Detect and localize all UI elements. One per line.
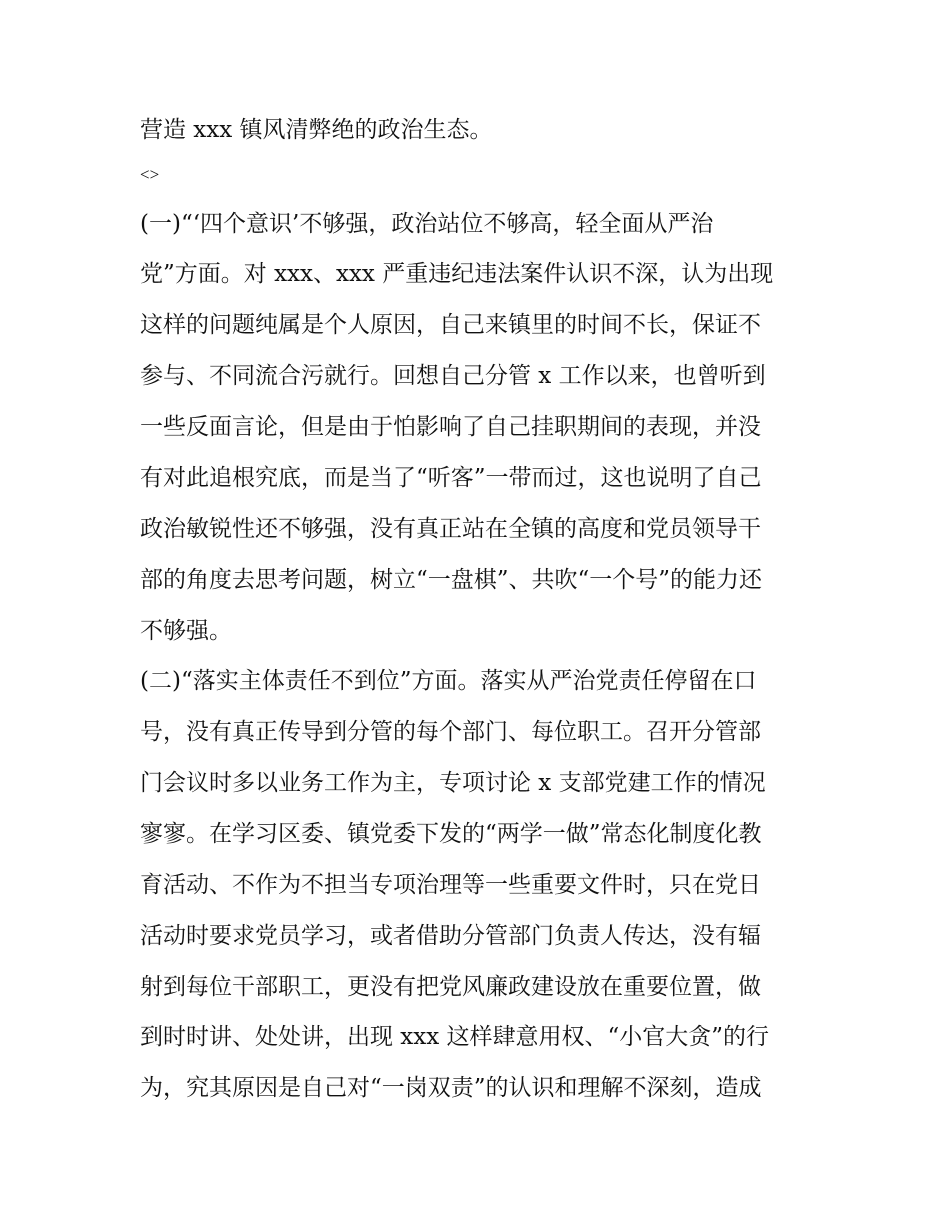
text-line: 为，究其原因是自己对“一岗双责”的认识和理解不深刻，造成 (140, 1075, 762, 1101)
text-line: 有对此追根究底，而是当了“听客”一带而过，这也说明了自己 (140, 465, 762, 491)
text-line: 活动时要求党员学习，或者借助分管部门负责人传达，没有辐 (140, 923, 761, 949)
text-line: (一)“‘四个意识’不够强，政治站位不够高，轻全面从严治 (140, 211, 714, 237)
text-line: 不够强。 (140, 618, 232, 644)
text-line: 射到每位干部职工，更没有把党风廉政建设放在重要位置，做 (140, 974, 761, 1000)
text-line: 寥寥。在学习区委、镇党委下发的“两学一做”常态化制度化教 (140, 821, 762, 847)
text-line: 号，没有真正传导到分管的每个部门、每位职工。召开分管部 (140, 719, 761, 745)
text-line: 营造 xxx 镇风清弊绝的政治生态。 (140, 117, 493, 143)
text-line: 到时时讲、处处讲，出现 xxx 这样肆意用权、“小官大贪”的行 (140, 1024, 770, 1050)
text-line: 一些反面言论，但是由于怕影响了自己挂职期间的表现，并没 (140, 414, 761, 440)
text-line: 育活动、不作为不担当专项治理等一些重要文件时，只在党日 (140, 872, 761, 898)
text-line: 党”方面。对 xxx、xxx 严重违纪违法案件认识不深，认为出现 (140, 261, 774, 287)
text-line: (二)“落实主体责任不到位”方面。落实从严治党责任停留在口 (140, 668, 757, 694)
text-line: 这样的问题纯属是个人原因，自己来镇里的时间不长，保证不 (140, 312, 761, 338)
text-line: 门会议时多以业务工作为主，专项讨论 x 支部党建工作的情况 (140, 770, 766, 796)
text-line: 部的角度去思考问题，树立“一盘棋”、共吹“一个号”的能力还 (140, 567, 763, 593)
text-line: 政治敏锐性还不够强，没有真正站在全镇的高度和党员领导干 (140, 516, 761, 542)
text-line: 参与、不同流合污就行。回想自己分管 x 工作以来，也曾听到 (140, 363, 766, 389)
text-line: <> (140, 165, 160, 184)
